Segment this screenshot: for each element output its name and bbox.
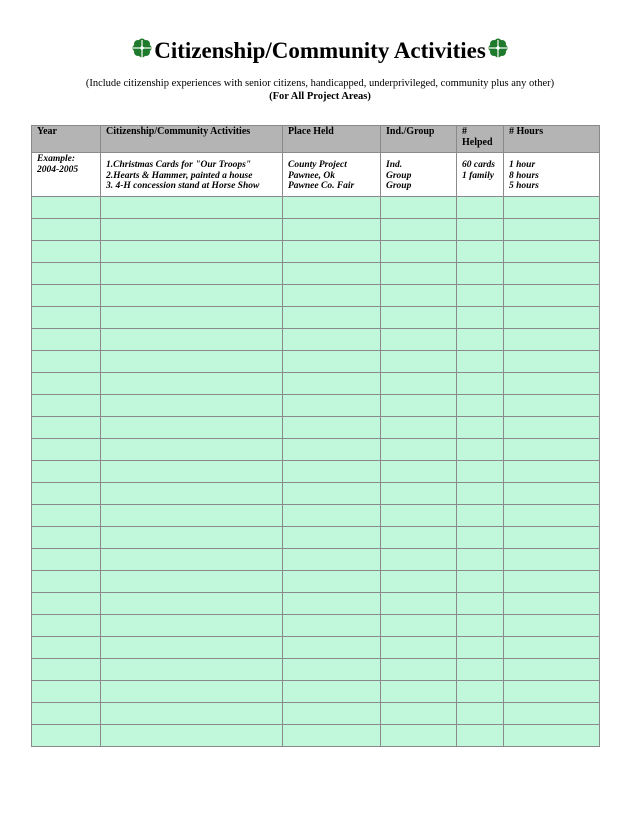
table-row: [32, 219, 600, 241]
year-cell[interactable]: [32, 659, 101, 681]
hours-cell[interactable]: [504, 351, 600, 373]
helped-cell[interactable]: [457, 549, 504, 571]
example-helped-cell: [457, 153, 504, 197]
ind-group-cell[interactable]: [381, 219, 457, 241]
helped-cell[interactable]: [457, 505, 504, 527]
activity-cell[interactable]: [101, 285, 283, 307]
table-row: [32, 615, 600, 637]
col-header-year: Year: [32, 126, 101, 153]
year-cell[interactable]: [32, 549, 101, 571]
place-held-cell[interactable]: [283, 483, 381, 505]
place-held-cell[interactable]: [283, 439, 381, 461]
place-held-cell[interactable]: [283, 461, 381, 483]
year-cell[interactable]: [32, 505, 101, 527]
example-year: 2004-2005: [37, 164, 79, 175]
helped-cell[interactable]: [457, 285, 504, 307]
hours-cell[interactable]: [504, 483, 600, 505]
example-ind-group: Ind.: [386, 160, 403, 170]
place-held-cell[interactable]: [283, 527, 381, 549]
helped-cell[interactable]: [457, 219, 504, 241]
hours-cell[interactable]: [504, 197, 600, 219]
hours-cell[interactable]: [504, 285, 600, 307]
ind-group-cell[interactable]: [381, 395, 457, 417]
table-row: [32, 197, 600, 219]
helped-cell[interactable]: [457, 351, 504, 373]
activity-cell[interactable]: [101, 681, 283, 703]
table-row: [32, 703, 600, 725]
table-row: [32, 681, 600, 703]
place-held-cell[interactable]: [283, 395, 381, 417]
ind-group-cell[interactable]: [381, 615, 457, 637]
year-cell[interactable]: [32, 681, 101, 703]
hours-cell[interactable]: [504, 329, 600, 351]
helped-cell[interactable]: [457, 593, 504, 615]
helped-cell[interactable]: [457, 637, 504, 659]
table-row: [32, 285, 600, 307]
year-cell[interactable]: [32, 725, 101, 747]
col-header-hours: # Hours: [504, 126, 600, 153]
hours-cell[interactable]: [504, 395, 600, 417]
helped-cell[interactable]: [457, 197, 504, 219]
place-held-cell[interactable]: [283, 703, 381, 725]
example-year-cell: [32, 153, 101, 197]
example-helped: 1 family: [462, 170, 494, 181]
helped-cell[interactable]: [457, 329, 504, 351]
ind-group-cell[interactable]: [381, 725, 457, 747]
example-ind-group: Group: [386, 170, 412, 181]
place-held-cell[interactable]: [283, 725, 381, 747]
example-activity: 1.Christmas Cards for "Our Troops": [106, 160, 252, 170]
helped-cell[interactable]: [457, 263, 504, 285]
hours-cell[interactable]: [504, 549, 600, 571]
helped-cell[interactable]: [457, 703, 504, 725]
activities-table: [31, 125, 600, 747]
example-activity: 2.Hearts & Hammer, painted a house: [106, 170, 253, 181]
year-cell[interactable]: [32, 329, 101, 351]
activity-cell[interactable]: [101, 395, 283, 417]
helped-cell[interactable]: [457, 659, 504, 681]
table-row: [32, 659, 600, 681]
activity-cell[interactable]: [101, 637, 283, 659]
table-header-row: [32, 126, 600, 153]
col-header-helped: # Helped: [457, 126, 504, 153]
place-held-cell[interactable]: [283, 351, 381, 373]
example-hours: 8 hours: [509, 170, 539, 181]
year-cell[interactable]: [32, 703, 101, 725]
place-held-cell[interactable]: [283, 637, 381, 659]
table-row: [32, 395, 600, 417]
place-held-cell[interactable]: [283, 263, 381, 285]
activity-cell[interactable]: [101, 571, 283, 593]
example-activity: 3. 4-H concession stand at Horse Show: [106, 181, 260, 191]
year-cell[interactable]: [32, 197, 101, 219]
table-row: [32, 725, 600, 747]
activity-cell[interactable]: [101, 351, 283, 373]
ind-group-cell[interactable]: [381, 549, 457, 571]
example-helped: 60 cards: [462, 160, 495, 170]
year-cell[interactable]: [32, 307, 101, 329]
hours-cell[interactable]: [504, 307, 600, 329]
year-cell[interactable]: [32, 241, 101, 263]
page-title: [0, 36, 640, 66]
hours-cell[interactable]: [504, 241, 600, 263]
hours-cell[interactable]: [504, 593, 600, 615]
example-label: Example:: [37, 154, 75, 164]
ind-group-cell[interactable]: [381, 505, 457, 527]
helped-cell[interactable]: [457, 461, 504, 483]
year-cell[interactable]: [32, 439, 101, 461]
hours-cell[interactable]: [504, 615, 600, 637]
activity-cell[interactable]: [101, 263, 283, 285]
place-held-cell[interactable]: [283, 593, 381, 615]
helped-cell[interactable]: [457, 527, 504, 549]
hours-cell[interactable]: [504, 703, 600, 725]
example-ind-group-cell: [381, 153, 457, 197]
project-areas-note: (For All Project Areas): [269, 91, 371, 102]
activity-cell[interactable]: [101, 593, 283, 615]
activity-cell[interactable]: [101, 373, 283, 395]
table-row: [32, 483, 600, 505]
year-cell[interactable]: [32, 461, 101, 483]
year-cell[interactable]: [32, 571, 101, 593]
ind-group-cell[interactable]: [381, 703, 457, 725]
hours-cell[interactable]: [504, 681, 600, 703]
table-row: [32, 637, 600, 659]
example-hours-cell: [504, 153, 600, 197]
helped-cell[interactable]: [457, 615, 504, 637]
place-held-cell[interactable]: [283, 329, 381, 351]
place-held-cell[interactable]: [283, 549, 381, 571]
year-cell[interactable]: [32, 373, 101, 395]
table-row: [32, 417, 600, 439]
helped-cell[interactable]: [457, 483, 504, 505]
table-row: [32, 527, 600, 549]
activity-cell[interactable]: [101, 483, 283, 505]
ind-group-cell[interactable]: [381, 637, 457, 659]
activity-cell[interactable]: [101, 703, 283, 725]
hours-cell[interactable]: [504, 417, 600, 439]
place-held-cell[interactable]: [283, 307, 381, 329]
ind-group-cell[interactable]: [381, 483, 457, 505]
hours-cell[interactable]: [504, 373, 600, 395]
year-cell[interactable]: [32, 351, 101, 373]
title-text: Citizenship/Community Activities: [154, 38, 486, 63]
activity-cell[interactable]: [101, 417, 283, 439]
year-cell[interactable]: [32, 219, 101, 241]
year-cell[interactable]: [32, 593, 101, 615]
helped-cell[interactable]: [457, 395, 504, 417]
table-row: [32, 263, 600, 285]
place-held-cell[interactable]: [283, 615, 381, 637]
ind-group-cell[interactable]: [381, 241, 457, 263]
table-row: [32, 351, 600, 373]
table-row: [32, 307, 600, 329]
hours-cell[interactable]: [504, 571, 600, 593]
table-row: [32, 439, 600, 461]
hours-cell[interactable]: [504, 461, 600, 483]
ind-group-cell[interactable]: [381, 329, 457, 351]
hours-cell[interactable]: [504, 725, 600, 747]
place-held-cell[interactable]: [283, 417, 381, 439]
table-row: [32, 329, 600, 351]
year-cell[interactable]: [32, 483, 101, 505]
example-row: [32, 153, 600, 197]
ind-group-cell[interactable]: [381, 571, 457, 593]
helped-cell[interactable]: [457, 571, 504, 593]
place-held-cell[interactable]: [283, 285, 381, 307]
ind-group-cell[interactable]: [381, 263, 457, 285]
place-held-cell[interactable]: [283, 659, 381, 681]
table-row: [32, 505, 600, 527]
table-row: [32, 571, 600, 593]
activity-cell[interactable]: [101, 549, 283, 571]
ind-group-cell[interactable]: [381, 681, 457, 703]
instructions-text: (Include citizenship experiences with senior citizens, handicapped, underprivileged, community plus any other): [85, 78, 555, 89]
activity-cell[interactable]: [101, 241, 283, 263]
activity-cell[interactable]: [101, 307, 283, 329]
hours-cell[interactable]: [504, 505, 600, 527]
activity-cell[interactable]: [101, 725, 283, 747]
activity-cell[interactable]: [101, 461, 283, 483]
ind-group-cell[interactable]: [381, 307, 457, 329]
ind-group-cell[interactable]: [381, 593, 457, 615]
year-cell[interactable]: [32, 637, 101, 659]
ind-group-cell[interactable]: [381, 417, 457, 439]
activity-cell[interactable]: [101, 219, 283, 241]
helped-cell[interactable]: [457, 439, 504, 461]
activity-cell[interactable]: [101, 439, 283, 461]
activity-cell[interactable]: [101, 329, 283, 351]
table-row: [32, 593, 600, 615]
hours-cell[interactable]: [504, 219, 600, 241]
col-header-activities: Citizenship/Community Activities: [101, 126, 283, 153]
year-cell[interactable]: [32, 395, 101, 417]
helped-cell[interactable]: [457, 307, 504, 329]
example-ind-group: Group: [386, 181, 412, 191]
hours-cell[interactable]: [504, 659, 600, 681]
activity-cell[interactable]: [101, 659, 283, 681]
place-held-cell[interactable]: [283, 505, 381, 527]
ind-group-cell[interactable]: [381, 285, 457, 307]
example-hours: 1 hour: [509, 160, 536, 170]
activity-cell[interactable]: [101, 197, 283, 219]
place-held-cell[interactable]: [283, 681, 381, 703]
year-cell[interactable]: [32, 285, 101, 307]
ind-group-cell[interactable]: [381, 351, 457, 373]
hours-cell[interactable]: [504, 637, 600, 659]
place-held-cell[interactable]: [283, 373, 381, 395]
hours-cell[interactable]: [504, 439, 600, 461]
example-activities-cell: [101, 153, 283, 197]
example-hours: 5 hours: [509, 181, 539, 191]
hours-cell[interactable]: [504, 527, 600, 549]
activity-cell[interactable]: [101, 505, 283, 527]
col-header-ind-group: Ind./Group: [381, 126, 457, 153]
four-leaf-clover-icon: [486, 37, 510, 61]
table-row: [32, 549, 600, 571]
example-place: County Project: [288, 160, 347, 170]
four-leaf-clover-icon: [130, 37, 154, 61]
ind-group-cell[interactable]: [381, 659, 457, 681]
place-held-cell[interactable]: [283, 241, 381, 263]
hours-cell[interactable]: [504, 263, 600, 285]
example-place-cell: [283, 153, 381, 197]
helped-cell[interactable]: [457, 681, 504, 703]
col-header-place-held: Place Held: [283, 126, 381, 153]
helped-cell[interactable]: [457, 373, 504, 395]
place-held-cell[interactable]: [283, 219, 381, 241]
year-cell[interactable]: [32, 527, 101, 549]
example-place: Pawnee, Ok: [288, 170, 335, 181]
table-row: [32, 461, 600, 483]
ind-group-cell[interactable]: [381, 439, 457, 461]
ind-group-cell[interactable]: [381, 461, 457, 483]
table-row: [32, 373, 600, 395]
ind-group-cell[interactable]: [381, 527, 457, 549]
activity-cell[interactable]: [101, 615, 283, 637]
example-place: Pawnee Co. Fair: [288, 181, 355, 191]
activity-cell[interactable]: [101, 527, 283, 549]
place-held-cell[interactable]: [283, 571, 381, 593]
ind-group-cell[interactable]: [381, 373, 457, 395]
place-held-cell[interactable]: [283, 197, 381, 219]
helped-cell[interactable]: [457, 725, 504, 747]
year-cell[interactable]: [32, 263, 101, 285]
year-cell[interactable]: [32, 417, 101, 439]
helped-cell[interactable]: [457, 241, 504, 263]
year-cell[interactable]: [32, 615, 101, 637]
helped-cell[interactable]: [457, 417, 504, 439]
ind-group-cell[interactable]: [381, 197, 457, 219]
table-row: [32, 241, 600, 263]
